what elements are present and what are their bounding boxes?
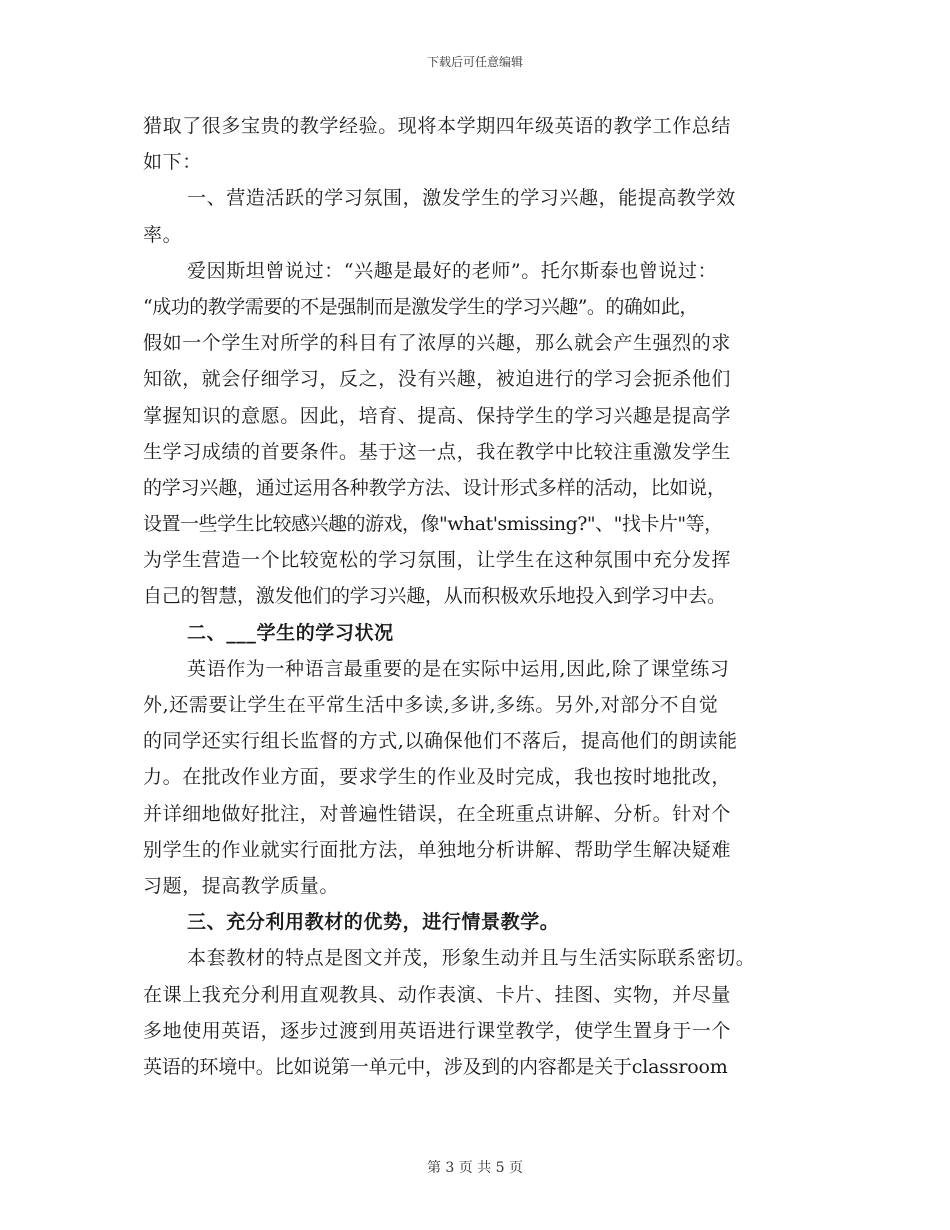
text-line: 外,还需要让学生在平常生活中多读,多讲,多练。另外,对部分不自觉	[143, 694, 719, 716]
text-line: 设置一些学生比较感兴趣的游戏，像"what'smissing?"、"找卡片"等，	[143, 513, 723, 536]
text-line: 猎取了很多宝贵的教学经验。现将本学期四年级英语的教学工作总结	[143, 115, 732, 137]
text-line: 习题，提高教学质量。	[143, 874, 340, 897]
text-line: 力。在批改作业方面，要求学生的作业及时完成，我也按时地批改，	[143, 766, 732, 789]
text-line: 掌握知识的意愿。因此，培育、提高、保持学生的学习兴趣是提高学	[143, 404, 732, 427]
text-line: 自己的智慧，激发他们的学习兴趣，从而积极欢乐地投入到学习中去。	[143, 585, 726, 608]
text-line: 英语作为一种语言最重要的是在实际中运用,因此,除了课堂练习	[187, 657, 730, 680]
text-line: “成功的教学需要的不是强制而是激发学生的学习兴趣”。的确如此，	[143, 295, 698, 318]
section-heading-1: 一、营造活跃的学习氛围，激发学生的学习兴趣，能提高教学效	[187, 187, 736, 210]
page-number: 第 3 页 共 5 页	[426, 1160, 524, 1176]
text-line: 在课上我充分利用直观教具、动作表演、卡片、挂图、实物，并尽量	[143, 983, 732, 1006]
text-line: 知欲，就会仔细学习，反之，没有兴趣，被迫进行的学习会扼杀他们	[143, 368, 732, 391]
text-line: 生学习成绩的首要条件。基于这一点，我在教学中比较注重激发学生	[143, 440, 732, 463]
document-body	[143, 108, 811, 1085]
text-line: 如下：	[143, 151, 202, 174]
text-line: 别学生的作业就实行面批方法，单独地分析讲解、帮助学生解决疑难	[143, 838, 732, 861]
text-line: 并详细地做好批注，对普遍性错误，在全班重点讲解、分析。针对个	[143, 802, 732, 825]
text-line: 的学习兴趣，通过运用各种教学方法、设计形式多样的活动，比如说，	[143, 476, 726, 499]
text-line: 为学生营造一个比较宽松的学习氛围，让学生在这种氛围中充分发挥	[143, 549, 732, 572]
page-header: 下载后可任意编辑	[426, 55, 523, 69]
text-line: 多地使用英语，逐步过渡到用英语进行课堂教学，使学生置身于一个	[143, 1019, 732, 1042]
text-line: 爱因斯坦曾说过：“兴趣是最好的老师”。托尔斯泰也曾说过：	[187, 259, 718, 282]
text-line: 率。	[143, 223, 183, 246]
text-line: 假如一个学生对所学的科目有了浓厚的兴趣，那么就会产生强烈的求	[143, 332, 732, 355]
text-line: 英语的环境中。比如说第一单元中，涉及到的内容都是关于classroom	[143, 1055, 728, 1078]
text-line: 的同学还实行组长监督的方式,以确保他们不落后，提高他们的朗读能	[143, 730, 738, 753]
text-line: 本套教材的特点是图文并茂，形象生动并且与生活实际联系密切。	[187, 947, 756, 970]
section-heading-3: 三、充分利用教材的优势，进行情景教学。	[187, 911, 560, 934]
section-heading-2: 二、___学生的学习状况	[187, 621, 394, 644]
